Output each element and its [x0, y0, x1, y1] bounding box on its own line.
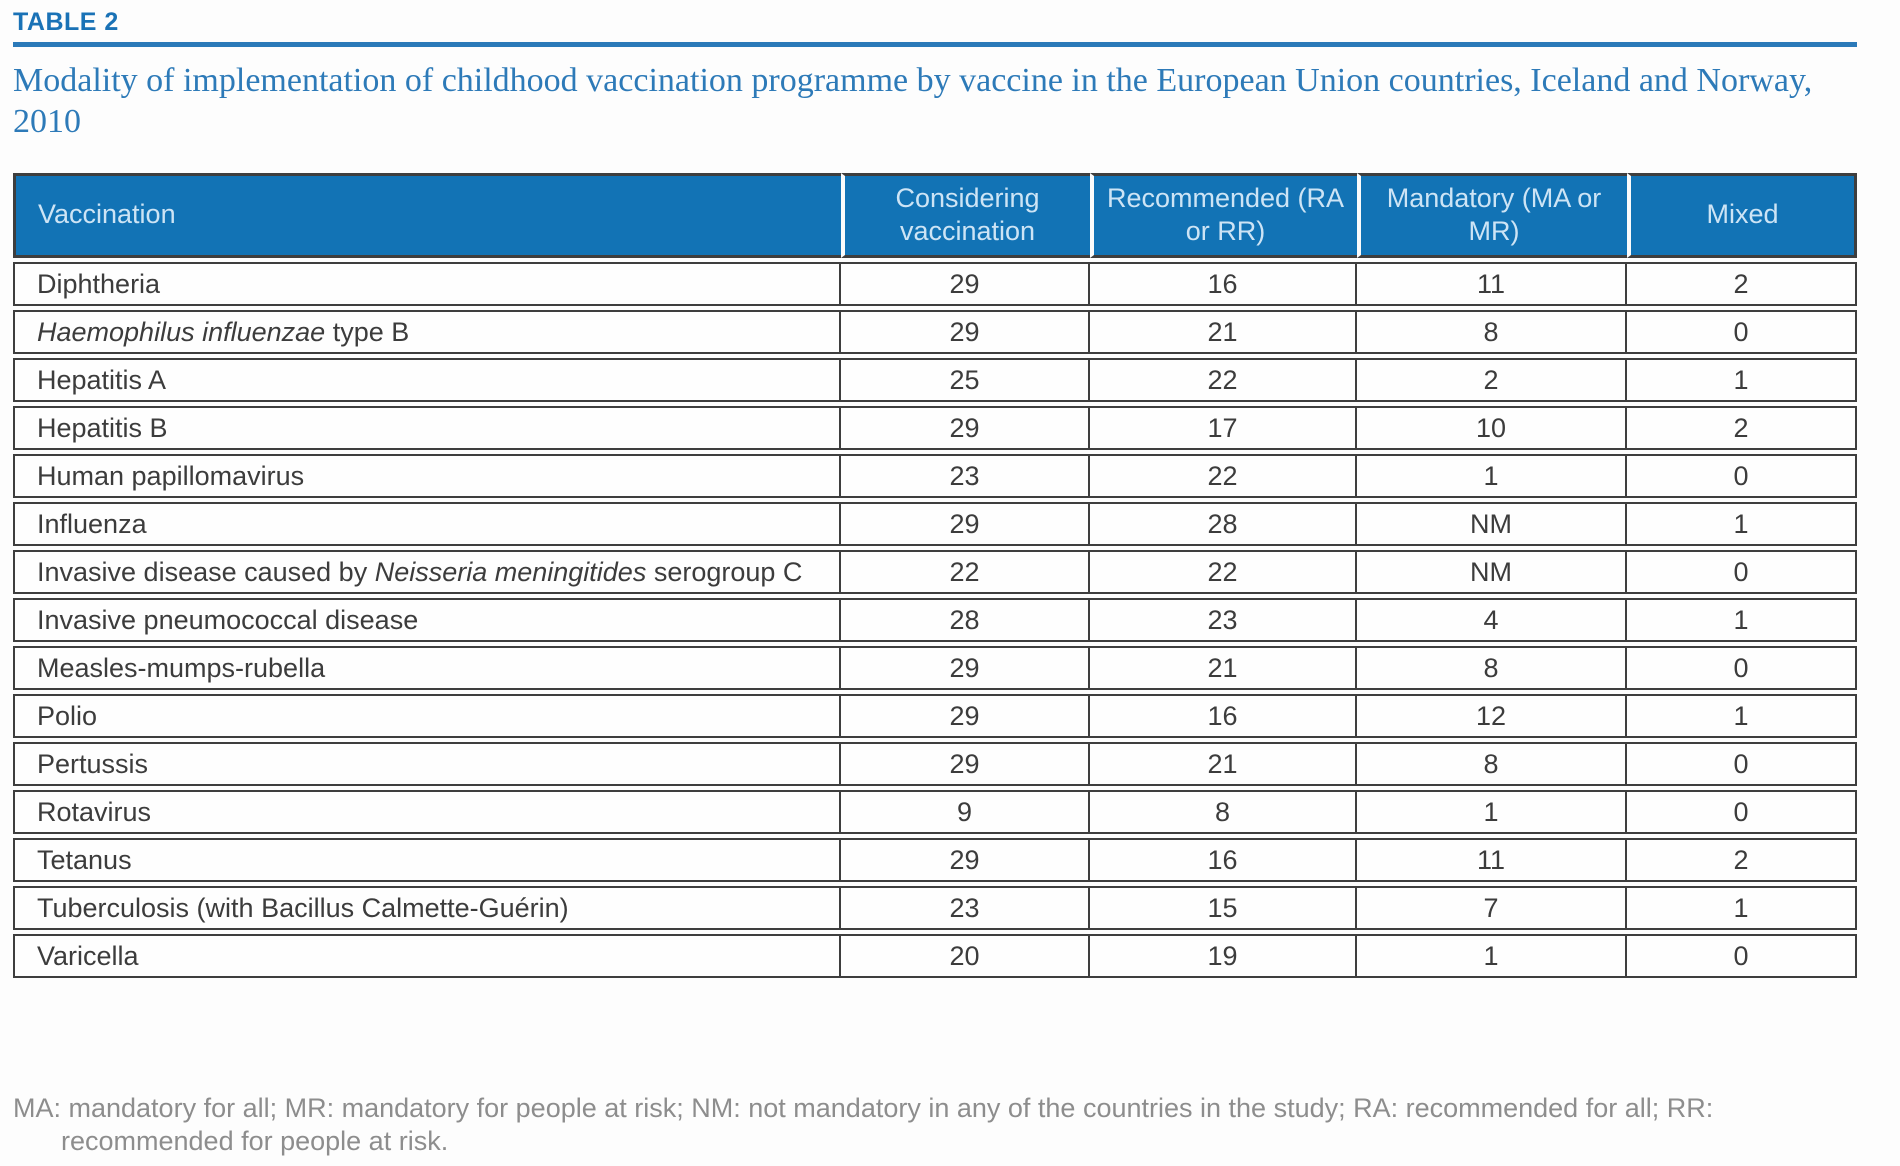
- value-cell: 2: [1627, 838, 1857, 882]
- vaccine-name-cell: [13, 886, 841, 930]
- value-cell: 22: [1090, 358, 1357, 402]
- value-cell: NM: [1357, 550, 1627, 594]
- vaccine-name-part: Influenza: [37, 508, 147, 539]
- table-row: [13, 310, 1857, 354]
- table-row: [13, 502, 1857, 546]
- vaccination-table: [13, 169, 1857, 983]
- value-cell: NM: [1357, 502, 1627, 546]
- vaccine-name-cell: [13, 742, 841, 786]
- value-cell: 1: [1627, 598, 1857, 642]
- table-row: [13, 358, 1857, 402]
- vaccine-name-part: Polio: [37, 700, 98, 731]
- value-cell: 0: [1627, 934, 1857, 978]
- value-cell: 29: [841, 262, 1090, 306]
- value-cell: 29: [841, 646, 1090, 690]
- vaccine-name-part: Pertussis: [37, 748, 149, 779]
- value-cell: 17: [1090, 406, 1357, 450]
- vaccine-name-part: Haemophilus influenzae: [37, 316, 326, 347]
- value-cell: 29: [841, 742, 1090, 786]
- value-cell: 25: [841, 358, 1090, 402]
- table-row: [13, 598, 1857, 642]
- table-row: [13, 262, 1857, 306]
- value-cell: 1: [1627, 358, 1857, 402]
- table-row: [13, 694, 1857, 738]
- table-header: [13, 173, 1857, 259]
- vaccine-name-part: Invasive disease caused by: [37, 556, 375, 587]
- value-cell: 0: [1627, 742, 1857, 786]
- value-cell: 7: [1357, 886, 1627, 930]
- value-cell: 0: [1627, 550, 1857, 594]
- value-cell: 4: [1357, 598, 1627, 642]
- table-body: [13, 262, 1857, 978]
- value-cell: 28: [841, 598, 1090, 642]
- table-row: [13, 886, 1857, 930]
- value-cell: 1: [1627, 502, 1857, 546]
- vaccine-name-part: Tuberculosis (with Bacillus Calmette-Guérin): [37, 892, 569, 923]
- value-cell: 19: [1090, 934, 1357, 978]
- value-cell: 8: [1357, 646, 1627, 690]
- value-cell: 22: [841, 550, 1090, 594]
- value-cell: 29: [841, 310, 1090, 354]
- value-cell: 0: [1627, 646, 1857, 690]
- value-cell: 21: [1090, 742, 1357, 786]
- vaccine-name-cell: [13, 694, 841, 738]
- vaccine-name-part: Measles-mumps-rubella: [37, 652, 326, 683]
- vaccine-name-part: Tetanus: [37, 844, 132, 875]
- table-row: [13, 934, 1857, 978]
- column-header-mandatory: Mandatory (MA or MR): [1357, 173, 1627, 259]
- vaccine-name-cell: [13, 838, 841, 882]
- value-cell: 16: [1090, 838, 1357, 882]
- value-cell: 11: [1357, 262, 1627, 306]
- column-header-recommended: Recommended (RA or RR): [1090, 173, 1357, 259]
- value-cell: 0: [1627, 790, 1857, 834]
- value-cell: 1: [1357, 454, 1627, 498]
- table-row: [13, 550, 1857, 594]
- vaccine-name-cell: [13, 934, 841, 978]
- vaccine-name-part: type B: [325, 316, 410, 347]
- vaccine-name-part: Invasive pneumococcal disease: [37, 604, 419, 635]
- vaccine-name-part: Hepatitis B: [37, 412, 168, 443]
- vaccine-name-part: serogroup C: [646, 556, 803, 587]
- vaccine-name-cell: [13, 262, 841, 306]
- vaccine-name-cell: [13, 646, 841, 690]
- vaccine-name-part: Hepatitis A: [37, 364, 167, 395]
- value-cell: 16: [1090, 262, 1357, 306]
- table-label: TABLE 2: [13, 8, 119, 36]
- vaccine-name-part: Varicella: [37, 940, 139, 971]
- value-cell: 15: [1090, 886, 1357, 930]
- table-row: [13, 454, 1857, 498]
- vaccine-name-cell: [13, 406, 841, 450]
- value-cell: 0: [1627, 310, 1857, 354]
- value-cell: 23: [1090, 598, 1357, 642]
- table-header-row: [13, 173, 1857, 259]
- value-cell: 20: [841, 934, 1090, 978]
- vaccine-name-part: Diphtheria: [37, 268, 161, 299]
- value-cell: 29: [841, 694, 1090, 738]
- value-cell: 22: [1090, 550, 1357, 594]
- column-header-vaccination: Vaccination: [13, 173, 841, 259]
- value-cell: 10: [1357, 406, 1627, 450]
- value-cell: 1: [1627, 886, 1857, 930]
- table-row: [13, 646, 1857, 690]
- column-header-considering-vaccination: Considering vaccination: [841, 173, 1090, 259]
- value-cell: 23: [841, 454, 1090, 498]
- table-row: [13, 406, 1857, 450]
- value-cell: 2: [1627, 406, 1857, 450]
- value-cell: 29: [841, 838, 1090, 882]
- table-footnote: MA: mandatory for all; MR: mandatory for people at risk; NM: not mandatory in any of the countries in the study; RA: recommended for all; RR: recommended for people at risk.: [13, 1093, 1714, 1156]
- value-cell: 2: [1627, 262, 1857, 306]
- vaccine-name-cell: [13, 454, 841, 498]
- vaccine-name-cell: [13, 550, 841, 594]
- value-cell: 11: [1357, 838, 1627, 882]
- value-cell: 8: [1357, 742, 1627, 786]
- value-cell: 16: [1090, 694, 1357, 738]
- vaccine-name-cell: [13, 310, 841, 354]
- vaccine-name-cell: [13, 790, 841, 834]
- table-row: [13, 790, 1857, 834]
- value-cell: 0: [1627, 454, 1857, 498]
- value-cell: 28: [1090, 502, 1357, 546]
- table-caption: Modality of implementation of childhood vaccination programme by vaccine in the European Union countries, Iceland and Norway, 2010: [13, 62, 1813, 140]
- vaccine-name-cell: [13, 358, 841, 402]
- title-rule: [13, 42, 1857, 47]
- value-cell: 9: [841, 790, 1090, 834]
- value-cell: 21: [1090, 310, 1357, 354]
- table-row: [13, 742, 1857, 786]
- value-cell: 1: [1357, 934, 1627, 978]
- column-header-mixed: Mixed: [1627, 173, 1857, 259]
- value-cell: 29: [841, 502, 1090, 546]
- value-cell: 23: [841, 886, 1090, 930]
- vaccine-name-part: Human papillomavirus: [37, 460, 305, 491]
- vaccine-name-cell: [13, 502, 841, 546]
- value-cell: 22: [1090, 454, 1357, 498]
- value-cell: 21: [1090, 646, 1357, 690]
- value-cell: 8: [1090, 790, 1357, 834]
- vaccine-name-part: Neisseria meningitides: [374, 556, 647, 587]
- value-cell: 2: [1357, 358, 1627, 402]
- value-cell: 12: [1357, 694, 1627, 738]
- table-row: [13, 838, 1857, 882]
- value-cell: 29: [841, 406, 1090, 450]
- value-cell: 1: [1357, 790, 1627, 834]
- vaccine-name-part: Rotavirus: [37, 796, 152, 827]
- value-cell: 8: [1357, 310, 1627, 354]
- value-cell: 1: [1627, 694, 1857, 738]
- vaccine-name-cell: [13, 598, 841, 642]
